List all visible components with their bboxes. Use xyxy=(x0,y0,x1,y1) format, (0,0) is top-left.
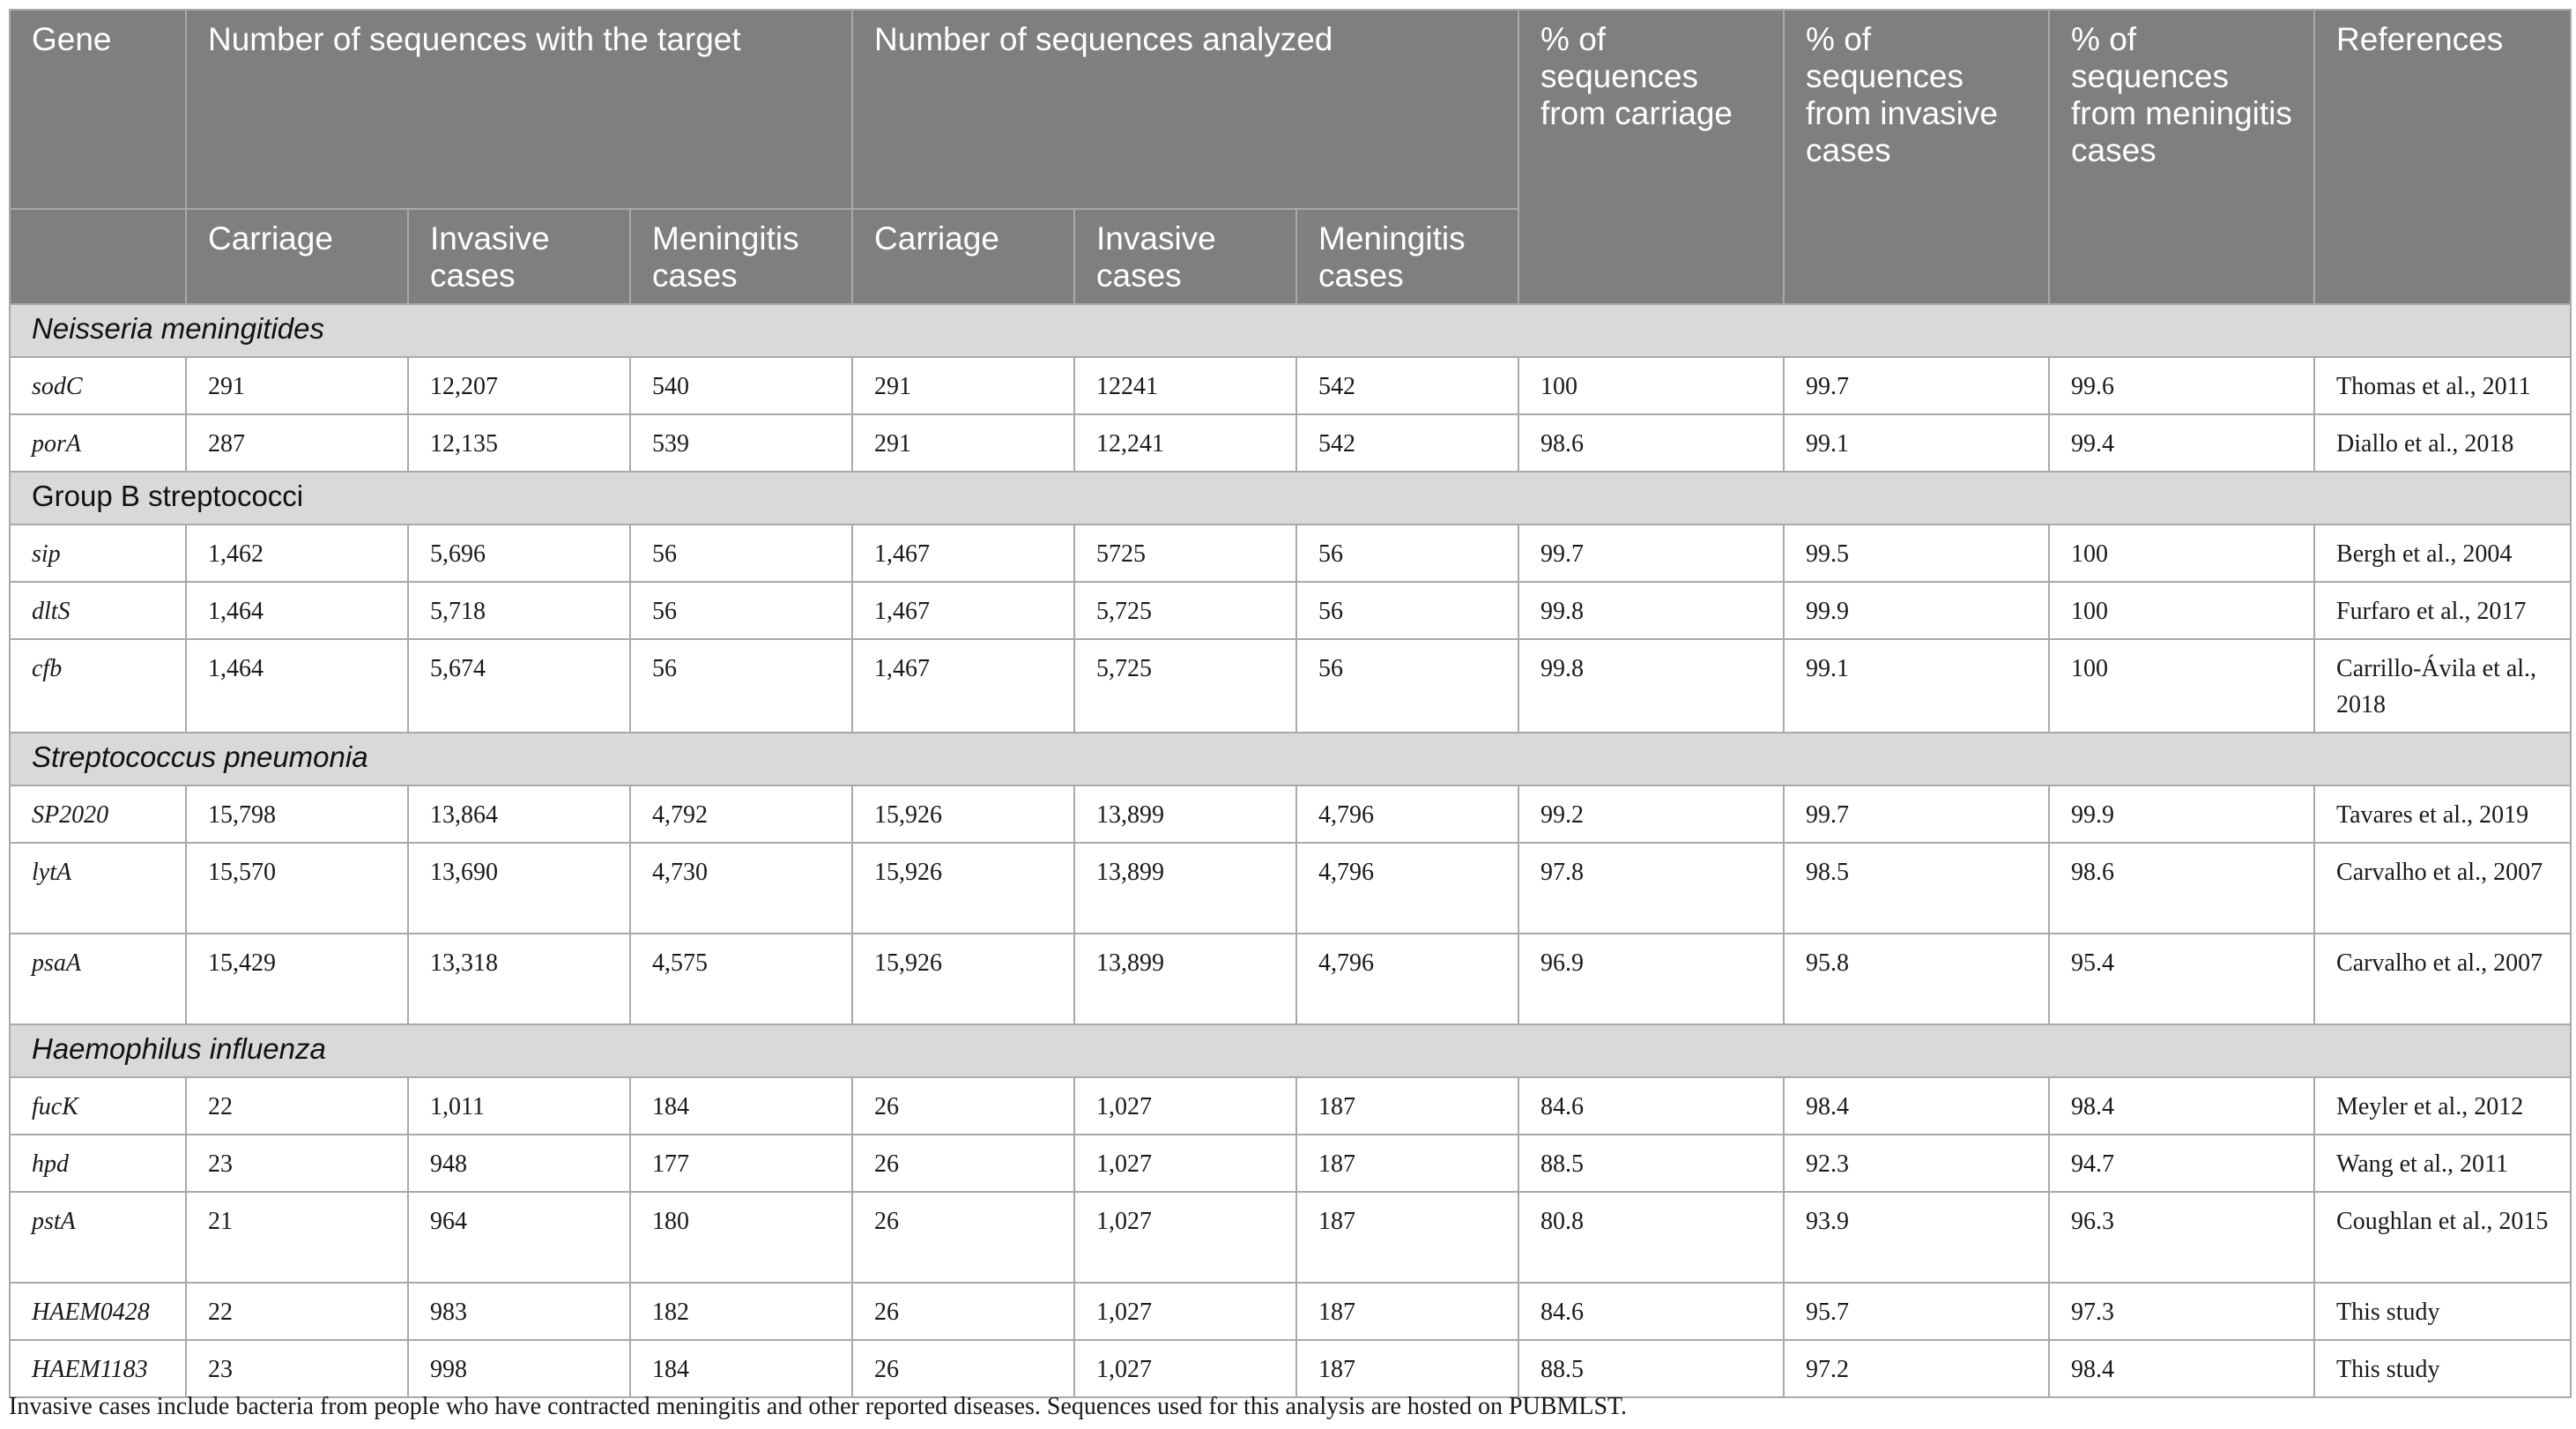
cell-gene: psaA xyxy=(10,934,186,1024)
cell-invasive: 998 xyxy=(408,1340,630,1397)
cell-pct-carriage: 80.8 xyxy=(1518,1192,1784,1283)
cell-pct-meningitis: 99.4 xyxy=(2049,414,2314,472)
reference-link[interactable]: Carvalho et al., 2007 xyxy=(2314,934,2571,1024)
cell-analyzed-carriage: 26 xyxy=(852,1283,1074,1340)
cell-pct-invasive: 98.4 xyxy=(1784,1077,2049,1135)
cell-pct-carriage: 99.2 xyxy=(1518,785,1784,843)
cell-analyzed-carriage: 26 xyxy=(852,1192,1074,1283)
table-row xyxy=(10,414,2571,472)
cell-analyzed-meningitis: 542 xyxy=(1296,357,1518,414)
cell-gene: fucK xyxy=(10,1077,186,1135)
cell-analyzed-invasive: 1,027 xyxy=(1074,1192,1296,1283)
cell-meningitis: 4,575 xyxy=(630,934,852,1024)
cell-analyzed-meningitis: 187 xyxy=(1296,1283,1518,1340)
table-row xyxy=(10,1283,2571,1340)
cell-pct-invasive: 99.1 xyxy=(1784,639,2049,733)
cell-analyzed-carriage: 291 xyxy=(852,414,1074,472)
cell-analyzed-invasive: 12,241 xyxy=(1074,414,1296,472)
cell-invasive: 5,718 xyxy=(408,582,630,639)
cell-analyzed-invasive: 13,899 xyxy=(1074,785,1296,843)
subheader-meningitis: Meningitis cases xyxy=(630,209,852,304)
cell-analyzed-carriage: 1,467 xyxy=(852,639,1074,733)
cell-pct-meningitis: 98.4 xyxy=(2049,1077,2314,1135)
cell-pct-meningitis: 100 xyxy=(2049,582,2314,639)
cell-analyzed-invasive: 1,027 xyxy=(1074,1340,1296,1397)
header-pct-carriage: % of sequences from carriage xyxy=(1518,10,1784,304)
cell-pct-carriage: 97.8 xyxy=(1518,843,1784,934)
cell-meningitis: 540 xyxy=(630,357,852,414)
table-row xyxy=(10,843,2571,934)
table-row xyxy=(10,934,2571,1024)
cell-meningitis: 177 xyxy=(630,1135,852,1192)
group-row xyxy=(10,1024,2571,1077)
cell-pct-meningitis: 97.3 xyxy=(2049,1283,2314,1340)
cell-pct-invasive: 95.8 xyxy=(1784,934,2049,1024)
cell-pct-meningitis: 96.3 xyxy=(2049,1192,2314,1283)
cell-gene: porA xyxy=(10,414,186,472)
cell-meningitis: 180 xyxy=(630,1192,852,1283)
cell-analyzed-meningitis: 56 xyxy=(1296,639,1518,733)
cell-pct-invasive: 97.2 xyxy=(1784,1340,2049,1397)
cell-analyzed-carriage: 26 xyxy=(852,1077,1074,1135)
cell-pct-meningitis: 98.4 xyxy=(2049,1340,2314,1397)
cell-analyzed-meningitis: 187 xyxy=(1296,1077,1518,1135)
cell-meningitis: 56 xyxy=(630,525,852,582)
cell-invasive: 5,696 xyxy=(408,525,630,582)
cell-invasive: 13,690 xyxy=(408,843,630,934)
cell-pct-carriage: 88.5 xyxy=(1518,1135,1784,1192)
subheader-carriage: Carriage xyxy=(186,209,408,304)
cell-carriage: 23 xyxy=(186,1340,408,1397)
cell-gene: pstA xyxy=(10,1192,186,1283)
cell-pct-invasive: 98.5 xyxy=(1784,843,2049,934)
cell-pct-meningitis: 94.7 xyxy=(2049,1135,2314,1192)
cell-pct-carriage: 84.6 xyxy=(1518,1077,1784,1135)
group-title: Neisseria meningitides xyxy=(10,304,2571,357)
cell-pct-carriage: 99.7 xyxy=(1518,525,1784,582)
cell-pct-invasive: 92.3 xyxy=(1784,1135,2049,1192)
cell-gene: lytA xyxy=(10,843,186,934)
cell-analyzed-invasive: 13,899 xyxy=(1074,934,1296,1024)
subheader-analyzed-carriage: Carriage xyxy=(852,209,1074,304)
table-row xyxy=(10,582,2571,639)
cell-analyzed-meningitis: 187 xyxy=(1296,1135,1518,1192)
reference-link[interactable]: Carrillo-Ávila et al., 2018 xyxy=(2314,639,2571,733)
cell-analyzed-invasive: 5,725 xyxy=(1074,639,1296,733)
table-row xyxy=(10,1135,2571,1192)
cell-analyzed-invasive: 13,899 xyxy=(1074,843,1296,934)
cell-carriage: 1,464 xyxy=(186,582,408,639)
cell-meningitis: 4,730 xyxy=(630,843,852,934)
header-pct-meningitis: % of sequences from meningitis cases xyxy=(2049,10,2314,304)
cell-meningitis: 182 xyxy=(630,1283,852,1340)
cell-reference: This study xyxy=(2314,1283,2571,1340)
cell-analyzed-carriage: 15,926 xyxy=(852,843,1074,934)
subheader-analyzed-meningitis: Meningitis cases xyxy=(1296,209,1518,304)
cell-carriage: 15,429 xyxy=(186,934,408,1024)
cell-carriage: 287 xyxy=(186,414,408,472)
cell-pct-carriage: 99.8 xyxy=(1518,582,1784,639)
cell-pct-carriage: 84.6 xyxy=(1518,1283,1784,1340)
cell-analyzed-carriage: 15,926 xyxy=(852,934,1074,1024)
cell-carriage: 15,798 xyxy=(186,785,408,843)
cell-analyzed-invasive: 1,027 xyxy=(1074,1077,1296,1135)
reference-link[interactable]: Bergh et al., 2004 xyxy=(2314,525,2571,582)
cell-meningitis: 4,792 xyxy=(630,785,852,843)
cell-pct-carriage: 99.8 xyxy=(1518,639,1784,733)
cell-pct-carriage: 100 xyxy=(1518,357,1784,414)
table-header xyxy=(10,10,2571,304)
cell-invasive: 964 xyxy=(408,1192,630,1283)
cell-analyzed-meningitis: 56 xyxy=(1296,525,1518,582)
cell-analyzed-carriage: 15,926 xyxy=(852,785,1074,843)
cell-analyzed-meningitis: 56 xyxy=(1296,582,1518,639)
cell-analyzed-carriage: 1,467 xyxy=(852,582,1074,639)
group-row xyxy=(10,472,2571,525)
header-gene-blank xyxy=(10,209,186,304)
reference-link[interactable]: Diallo et al., 2018 xyxy=(2314,414,2571,472)
cell-analyzed-invasive: 5,725 xyxy=(1074,582,1296,639)
cell-gene: HAEM1183 xyxy=(10,1340,186,1397)
table-row xyxy=(10,357,2571,414)
cell-pct-invasive: 99.1 xyxy=(1784,414,2049,472)
table-footnote: Invasive cases include bacteria from people who have contracted meningitis and other reported diseases. Sequences used for this analysis are hosted on PUBMLST. xyxy=(9,1393,1628,1420)
reference-link[interactable]: Thomas et al., 2011 xyxy=(2314,357,2571,414)
cell-analyzed-carriage: 26 xyxy=(852,1135,1074,1192)
cell-meningitis: 539 xyxy=(630,414,852,472)
cell-pct-meningitis: 98.6 xyxy=(2049,843,2314,934)
cell-carriage: 22 xyxy=(186,1077,408,1135)
reference-link[interactable]: Wang et al., 2011 xyxy=(2314,1135,2571,1192)
cell-gene: sodC xyxy=(10,357,186,414)
cell-carriage: 23 xyxy=(186,1135,408,1192)
cell-carriage: 22 xyxy=(186,1283,408,1340)
cell-carriage: 291 xyxy=(186,357,408,414)
cell-invasive: 13,318 xyxy=(408,934,630,1024)
reference-link[interactable]: Tavares et al., 2019 xyxy=(2314,785,2571,843)
cell-carriage: 21 xyxy=(186,1192,408,1283)
cell-analyzed-meningitis: 542 xyxy=(1296,414,1518,472)
cell-analyzed-meningitis: 187 xyxy=(1296,1192,1518,1283)
group-title: Group B streptococci xyxy=(10,472,2571,525)
cell-pct-meningitis: 95.4 xyxy=(2049,934,2314,1024)
cell-analyzed-meningitis: 4,796 xyxy=(1296,843,1518,934)
table-row xyxy=(10,1192,2571,1283)
cell-analyzed-invasive: 1,027 xyxy=(1074,1135,1296,1192)
cell-analyzed-meningitis: 4,796 xyxy=(1296,785,1518,843)
cell-analyzed-carriage: 26 xyxy=(852,1340,1074,1397)
group-row xyxy=(10,304,2571,357)
cell-pct-invasive: 99.9 xyxy=(1784,582,2049,639)
cell-gene: HAEM0428 xyxy=(10,1283,186,1340)
cell-pct-meningitis: 99.6 xyxy=(2049,357,2314,414)
cell-analyzed-meningitis: 4,796 xyxy=(1296,934,1518,1024)
cell-pct-carriage: 98.6 xyxy=(1518,414,1784,472)
table-row xyxy=(10,525,2571,582)
table-row xyxy=(10,1077,2571,1135)
header-references: References xyxy=(2314,10,2571,304)
reference-link[interactable]: Carvalho et al., 2007 xyxy=(2314,843,2571,934)
cell-pct-invasive: 99.7 xyxy=(1784,357,2049,414)
table-row xyxy=(10,639,2571,733)
cell-reference: This study xyxy=(2314,1340,2571,1397)
cell-invasive: 12,207 xyxy=(408,357,630,414)
header-analyzed: Number of sequences analyzed xyxy=(852,10,1518,209)
cell-meningitis: 56 xyxy=(630,639,852,733)
subheader-analyzed-invasive: Invasive cases xyxy=(1074,209,1296,304)
cell-meningitis: 56 xyxy=(630,582,852,639)
cell-gene: dltS xyxy=(10,582,186,639)
cell-pct-carriage: 96.9 xyxy=(1518,934,1784,1024)
reference-link[interactable]: Meyler et al., 2012 xyxy=(2314,1077,2571,1135)
cell-pct-invasive: 99.5 xyxy=(1784,525,2049,582)
cell-pct-meningitis: 99.9 xyxy=(2049,785,2314,843)
cell-carriage: 15,570 xyxy=(186,843,408,934)
cell-gene: hpd xyxy=(10,1135,186,1192)
cell-meningitis: 184 xyxy=(630,1077,852,1135)
cell-invasive: 948 xyxy=(408,1135,630,1192)
gene-targets-table xyxy=(9,9,2572,1398)
cell-pct-invasive: 99.7 xyxy=(1784,785,2049,843)
cell-pct-invasive: 93.9 xyxy=(1784,1192,2049,1283)
cell-analyzed-invasive: 5725 xyxy=(1074,525,1296,582)
cell-invasive: 12,135 xyxy=(408,414,630,472)
cell-carriage: 1,464 xyxy=(186,639,408,733)
header-with-target: Number of sequences with the target xyxy=(186,10,852,209)
cell-meningitis: 184 xyxy=(630,1340,852,1397)
cell-pct-meningitis: 100 xyxy=(2049,525,2314,582)
cell-analyzed-invasive: 12241 xyxy=(1074,357,1296,414)
reference-link[interactable]: Coughlan et al., 2015 xyxy=(2314,1192,2571,1283)
header-pct-invasive: % of sequences from invasive cases xyxy=(1784,10,2049,304)
cell-analyzed-invasive: 1,027 xyxy=(1074,1283,1296,1340)
cell-analyzed-carriage: 1,467 xyxy=(852,525,1074,582)
cell-carriage: 1,462 xyxy=(186,525,408,582)
table-row xyxy=(10,785,2571,843)
table-container xyxy=(9,9,2570,1398)
cell-invasive: 5,674 xyxy=(408,639,630,733)
group-row xyxy=(10,733,2571,785)
header-gene: Gene xyxy=(10,10,186,209)
cell-invasive: 983 xyxy=(408,1283,630,1340)
cell-analyzed-meningitis: 187 xyxy=(1296,1340,1518,1397)
cell-analyzed-carriage: 291 xyxy=(852,357,1074,414)
cell-gene: sip xyxy=(10,525,186,582)
cell-pct-invasive: 95.7 xyxy=(1784,1283,2049,1340)
cell-gene: cfb xyxy=(10,639,186,733)
subheader-invasive: Invasive cases xyxy=(408,209,630,304)
group-title: Streptococcus pneumonia xyxy=(10,733,2571,785)
group-title: Haemophilus influenza xyxy=(10,1024,2571,1077)
reference-link[interactable]: Furfaro et al., 2017 xyxy=(2314,582,2571,639)
cell-gene: SP2020 xyxy=(10,785,186,843)
cell-pct-carriage: 88.5 xyxy=(1518,1340,1784,1397)
cell-pct-meningitis: 100 xyxy=(2049,639,2314,733)
cell-invasive: 1,011 xyxy=(408,1077,630,1135)
table-body xyxy=(10,304,2571,1397)
table-row xyxy=(10,1340,2571,1397)
cell-invasive: 13,864 xyxy=(408,785,630,843)
